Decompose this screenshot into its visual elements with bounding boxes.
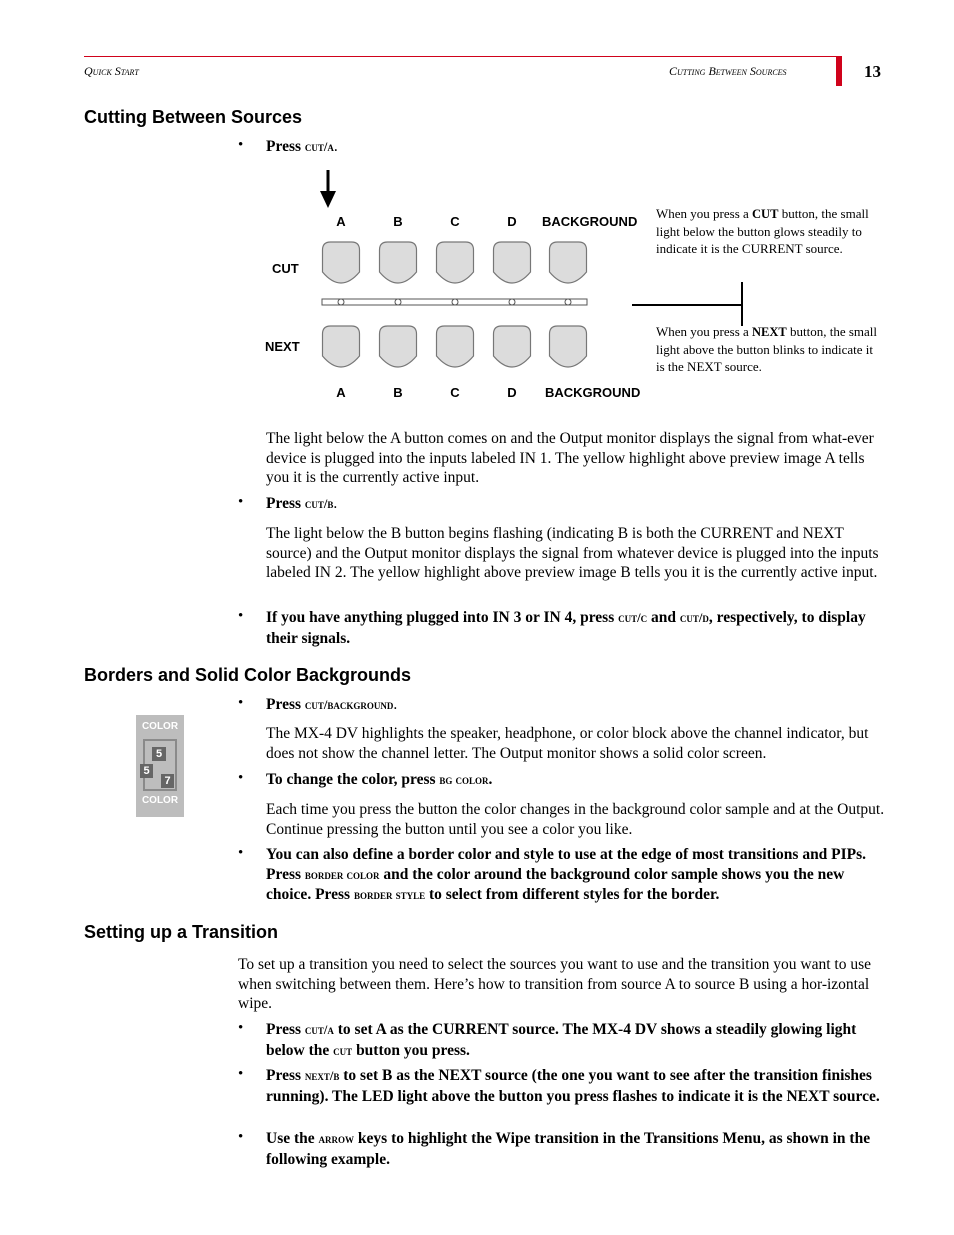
- bullet-dot: •: [238, 494, 244, 510]
- bullet-change-color: To change the color, press bg color.: [266, 771, 493, 788]
- bullet-dot: •: [238, 695, 244, 711]
- bullet-border-color: You can also define a border color and style to use at the edge of most transitions and PIPs. Press border color and the color around the background color sample shows you the new choice. Press border style to select from different styles for the border.: [266, 846, 867, 903]
- bullet-dot: •: [238, 1129, 244, 1145]
- bottom-label: A: [336, 385, 346, 400]
- icon-num-right: 7: [161, 774, 174, 788]
- icon-num-top: 5: [152, 747, 166, 761]
- bottom-label: C: [450, 385, 460, 400]
- top-label: A: [336, 214, 346, 229]
- color-button-icon: [136, 715, 184, 817]
- led-indicator: [452, 299, 458, 305]
- paragraph-cut-a: The light below the A button comes on and the Output monitor displays the signal from what-ever device is plugged into the inputs labeled IN 1. The yellow highlight above preview image A tells you it is the currently active input.: [266, 430, 874, 486]
- bottom-label: D: [507, 385, 517, 400]
- bullet-dot: •: [238, 845, 244, 861]
- paragraph-mx4-highlights: The MX-4 DV highlights the speaker, headphone, or color block above the channel indicator, but does not show the channel letter. The Output monitor shows a solid color screen.: [266, 725, 869, 762]
- icon-num-left: 5: [140, 764, 153, 778]
- next-button-d: [494, 326, 531, 367]
- next-button-background: [550, 326, 587, 367]
- paragraph-color-changes: Each time you press the button the color changes in the background color sample and at the Output. Continue pressing the button until you see a color you like.: [266, 801, 885, 838]
- top-label: BACKGROUND: [542, 214, 638, 229]
- caption-cut: When you press a CUT button, the small light below the button glows steadily to indicate it is the CURRENT source.: [656, 206, 869, 256]
- header-left: Quick Start: [84, 64, 139, 78]
- cut-button-background: [550, 242, 587, 283]
- bullet-set-next: Press next/b to set B as the NEXT source (the one you want to see after the transition finishes running). The LED light above the button you press flashes to indicate it is the NEXT source.: [266, 1067, 880, 1105]
- led-indicator: [509, 299, 515, 305]
- page-number: 13: [864, 62, 881, 81]
- bullet-dot: •: [238, 137, 244, 153]
- next-button-b: [380, 326, 417, 367]
- icon-color-label-bottom: COLOR: [141, 795, 179, 806]
- cut-button-row: [323, 242, 587, 283]
- callout-line: [632, 304, 742, 306]
- bullet-dot: •: [238, 608, 244, 624]
- led-indicator: [565, 299, 571, 305]
- header-right: Cutting Between Sources: [669, 64, 787, 78]
- section-title-borders: Borders and Solid Color Backgrounds: [84, 665, 412, 685]
- next-button-c: [437, 326, 474, 367]
- bullet-dot: •: [238, 1066, 244, 1082]
- section-title-cutting: Cutting Between Sources: [84, 107, 303, 127]
- led-indicator: [338, 299, 344, 305]
- arrow-down-icon: [320, 191, 336, 208]
- section-title-transition: Setting up a Transition: [84, 922, 279, 942]
- next-button-a: [323, 326, 360, 367]
- bottom-label: BACKGROUND: [545, 385, 641, 400]
- cut-row-label: CUT: [272, 261, 299, 276]
- header-rule: [84, 56, 836, 57]
- cut-button-d: [494, 242, 531, 283]
- top-label: B: [393, 214, 403, 229]
- cut-button-c: [437, 242, 474, 283]
- switcher-diagram: [250, 165, 650, 410]
- bullet-use-arrow: Use the arrow keys to highlight the Wipe transition in the Transitions Menu, as shown in the following example.: [266, 1130, 871, 1168]
- icon-color-label-top: COLOR: [141, 721, 179, 732]
- header-bar: [836, 56, 842, 86]
- callout-bracket: [741, 282, 743, 326]
- bullet-in3-in4: If you have anything plugged into IN 3 or IN 4, press cut/c and cut/d, respectively, to display their signals.: [266, 609, 866, 647]
- next-row-label: NEXT: [265, 339, 300, 354]
- bullet-dot: •: [238, 770, 244, 786]
- top-label: D: [507, 214, 517, 229]
- top-label: C: [450, 214, 460, 229]
- bottom-label: B: [393, 385, 403, 400]
- paragraph-cut-b: The light below the B button begins flashing (indicating B is both the CURRENT and NEXT source) and the Output monitor displays the signal from whatever device is plugged into the inputs labeled IN 2. The yellow highlight above preview image B tells you it is the currently active input.: [266, 525, 879, 581]
- led-indicator: [395, 299, 401, 305]
- next-button-row: [323, 326, 587, 367]
- bullet-press-cut-a: Press cut/a.: [266, 138, 338, 155]
- bullet-press-cut-b: Press cut/b.: [266, 495, 338, 512]
- cut-button-b: [380, 242, 417, 283]
- caption-next: When you press a NEXT button, the small light above the button blinks to indicate it is the NEXT source.: [656, 324, 878, 374]
- bullet-press-cut-background: Press cut/background.: [266, 696, 398, 713]
- cut-button-a: [323, 242, 360, 283]
- paragraph-transition-intro: To set up a transition you need to select the sources you want to use and the transition you want to use when switching between them. Here’s how to transition from source A to source B using a hor-izontal wipe.: [238, 956, 871, 1012]
- bullet-set-current: Press cut/a to set A as the CURRENT source. The MX-4 DV shows a steadily glowing light below the cut button you press.: [266, 1021, 857, 1059]
- bullet-dot: •: [238, 1020, 244, 1036]
